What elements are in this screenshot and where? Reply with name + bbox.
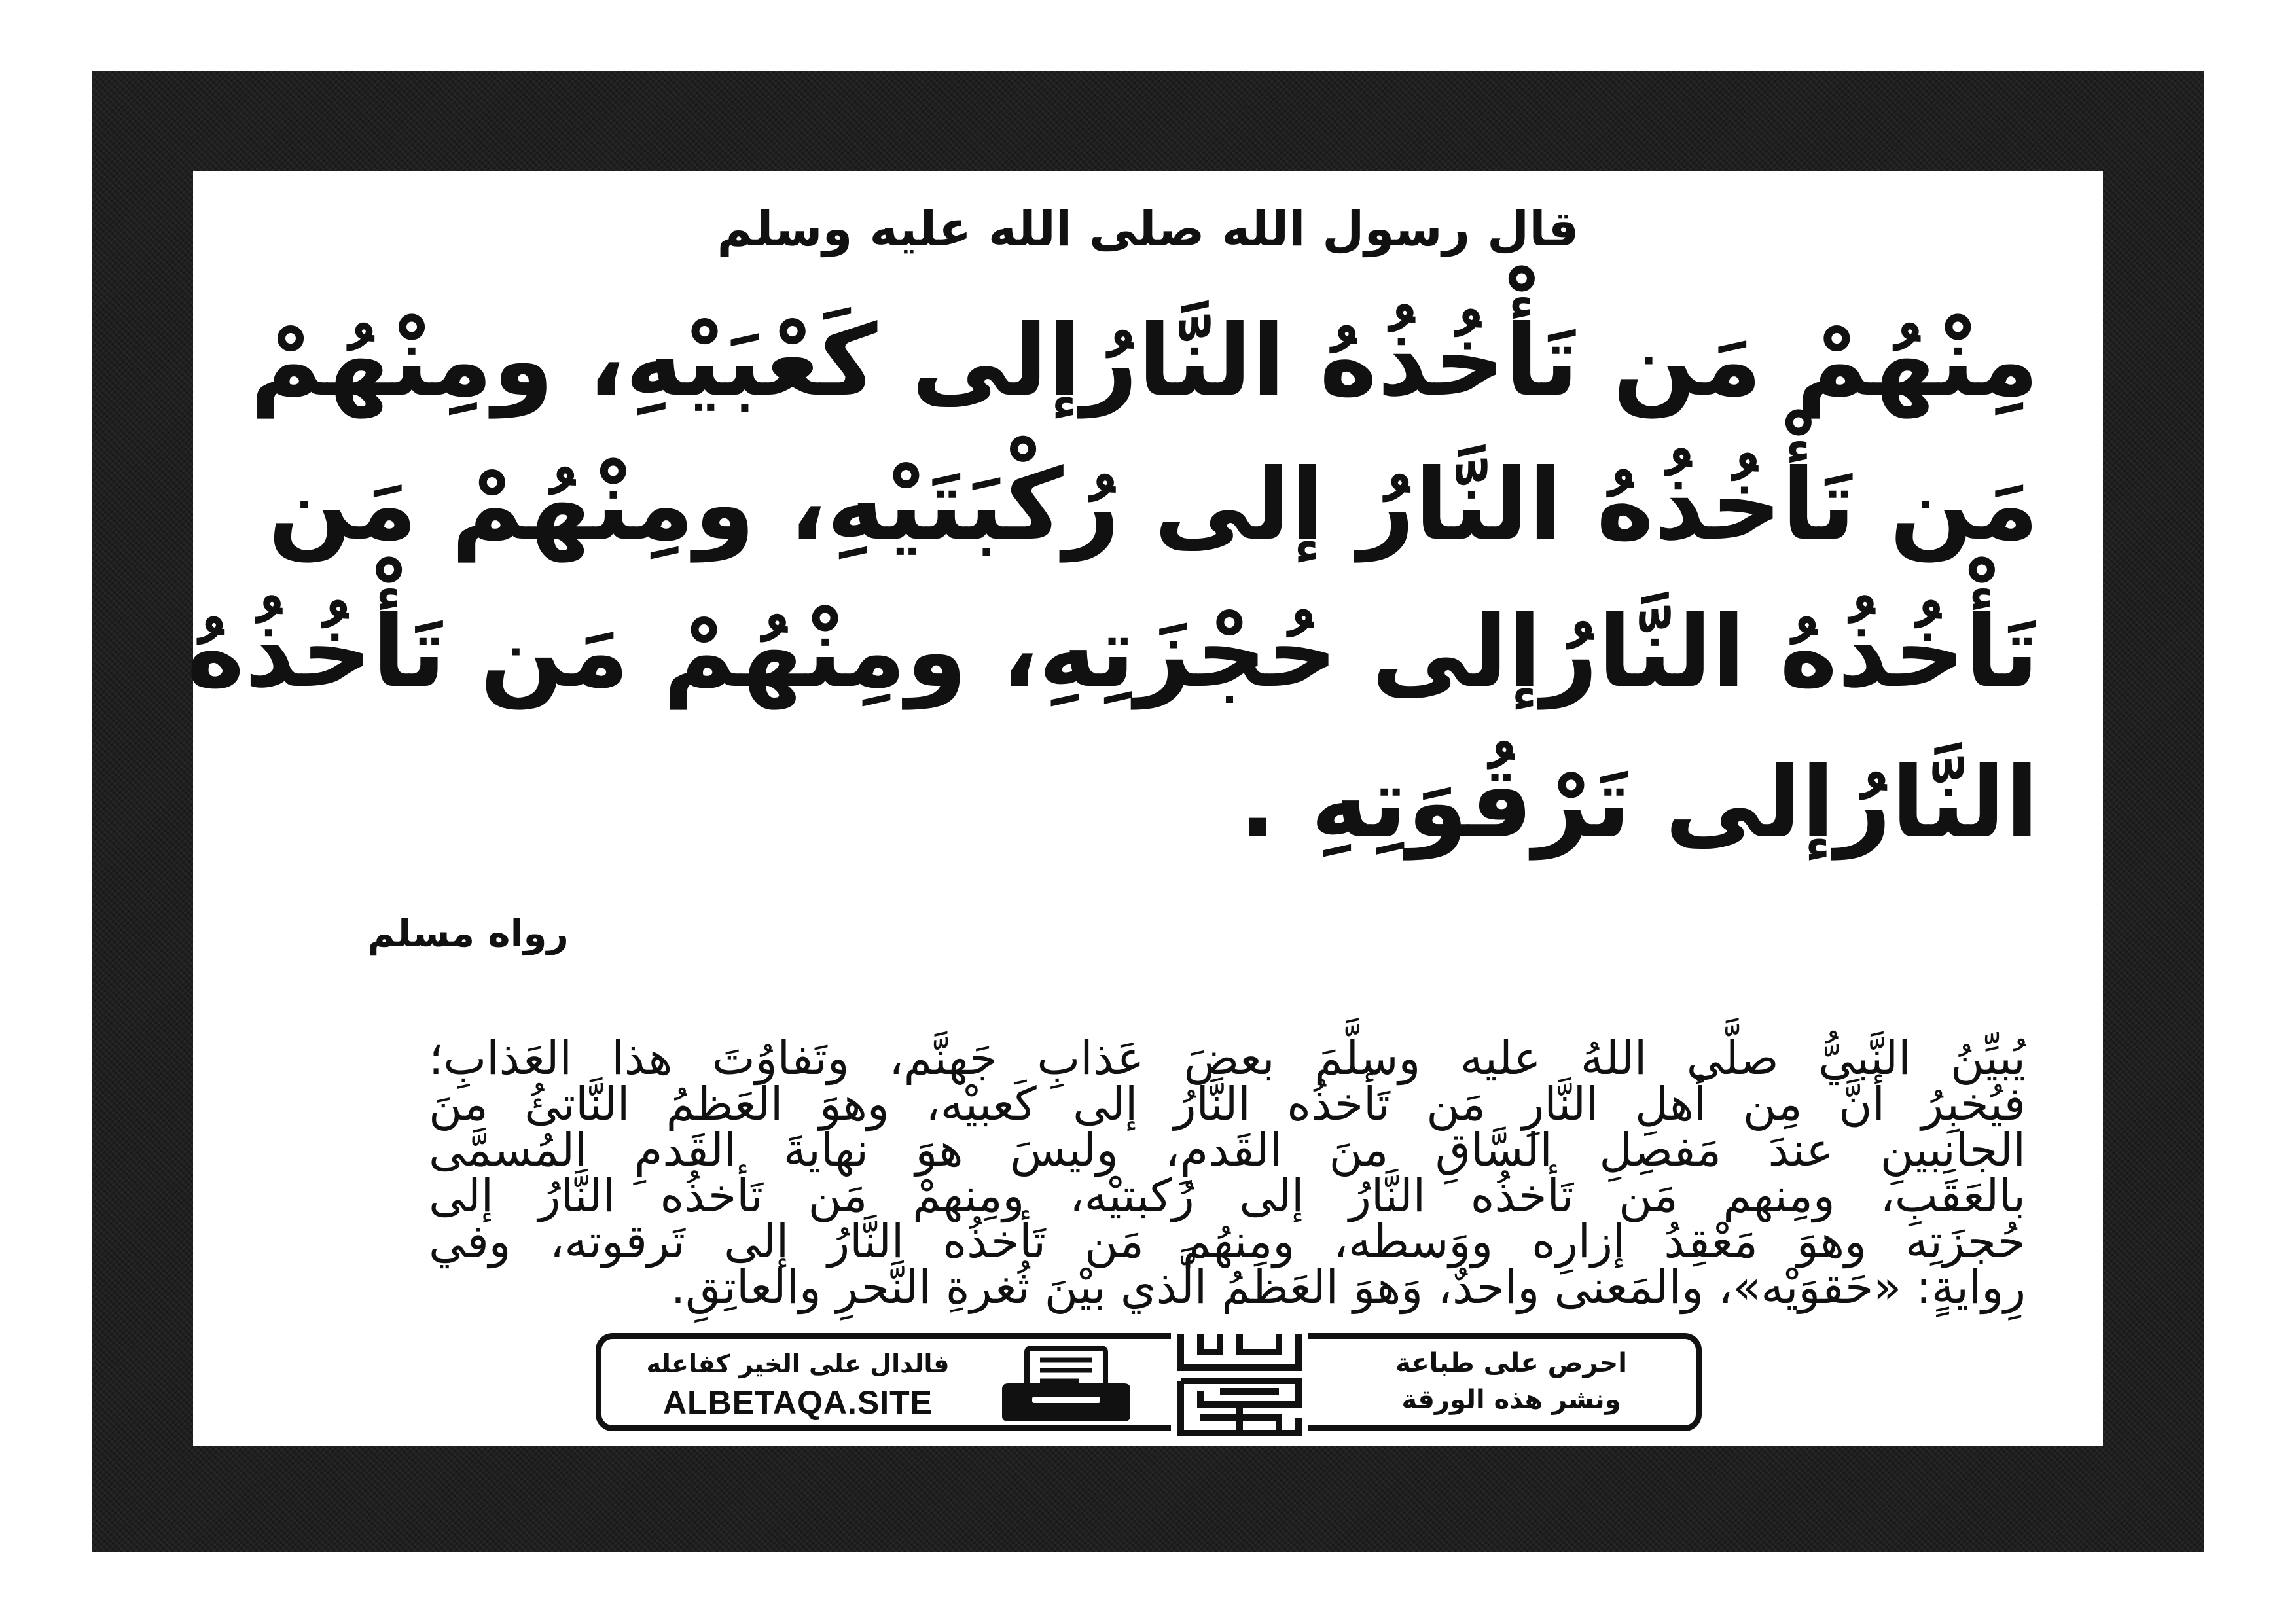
explanation-line: بالعَقَبِ، ومِنهم مَن تَأخذُه النَّارُ إلى رُكبتيْه، ومِنهمْ مَن تَأخذُه النَّارُ إلى <box>429 1169 2026 1222</box>
footer-site-block <box>615 1339 981 1425</box>
printer-icon <box>994 1346 1138 1424</box>
content-panel <box>187 171 2103 1446</box>
hadith-line: النَّارُإلى تَرْقُوَتِهِ . <box>1239 746 2039 860</box>
explanation-line: يُبيِّنُ النَّبيُّ صلَّى اللهُ عليه وسلَّمَ بعضَ عَذابِ جَهنَّم، وتَفاوُتَ هذا العَذابِ؛ <box>429 1031 2026 1085</box>
print-note-line: ونشر هذه الورقة <box>1401 1385 1621 1415</box>
page-title: قال رسول الله صلى الله عليه وسلم <box>717 201 1579 257</box>
explanation-line: فيُخبِرُ أنَّ مِن أهلِ النَّارِ مَن تَأخذُه النَّارُ إلى كَعبيْه، وهوَ العَظمُ النَّاتئُ منَ <box>429 1077 2026 1131</box>
square-kufic-logo-icon <box>1171 1326 1308 1441</box>
hadith-line: مَن تَأْخُذُهُ النَّارُ إلى رُكْبَتَيْهِ، ومِنْهُمْ مَن <box>268 448 2039 562</box>
hadith-line: مِنْهُمْ مَن تَأْخُذُهُ النَّارُإلى كَعْبَيْهِ، ومِنْهُمْ <box>249 304 2039 418</box>
footer-tagline: فالدال على الخير كفاعله <box>646 1349 950 1378</box>
footer-banner <box>596 1333 1702 1431</box>
explanation-line: حُجزَتِه وهوَ مَعْقِدُ إزارِه ووَسطه، ومِنهُم مَن تَأخذُه النَّارُ إلى تَرقوته، وفي <box>429 1215 2026 1268</box>
explanation-line: الجانِبينِ عندَ مَفصِلِ السَّاقِ منَ القَدمِ، وليسَ هوَ نهايةَ القَدمِ المُسمَّى <box>429 1123 2026 1177</box>
hadith-narrator: رواه مسلم <box>367 911 569 955</box>
hadith-line: تَأْخُذُهُ النَّارُإلى حُجْزَتِهِ، ومِنْهُمْ مَن تَأْخُذُهُ <box>187 596 2039 709</box>
site-link[interactable]: ALBETAQA.SITE <box>662 1384 933 1421</box>
explanation-line: رِوايةٍ: «حَقوَيْه»، والمَعنى واحدٌ، وَهوَ العَظمُ الَّذي بيْنَ ثُغرةِ النَّحرِ والعاتِقِ. <box>670 1260 2026 1314</box>
print-note-line: احرص على طباعة <box>1395 1348 1627 1378</box>
footer-print-note <box>1328 1339 1695 1425</box>
